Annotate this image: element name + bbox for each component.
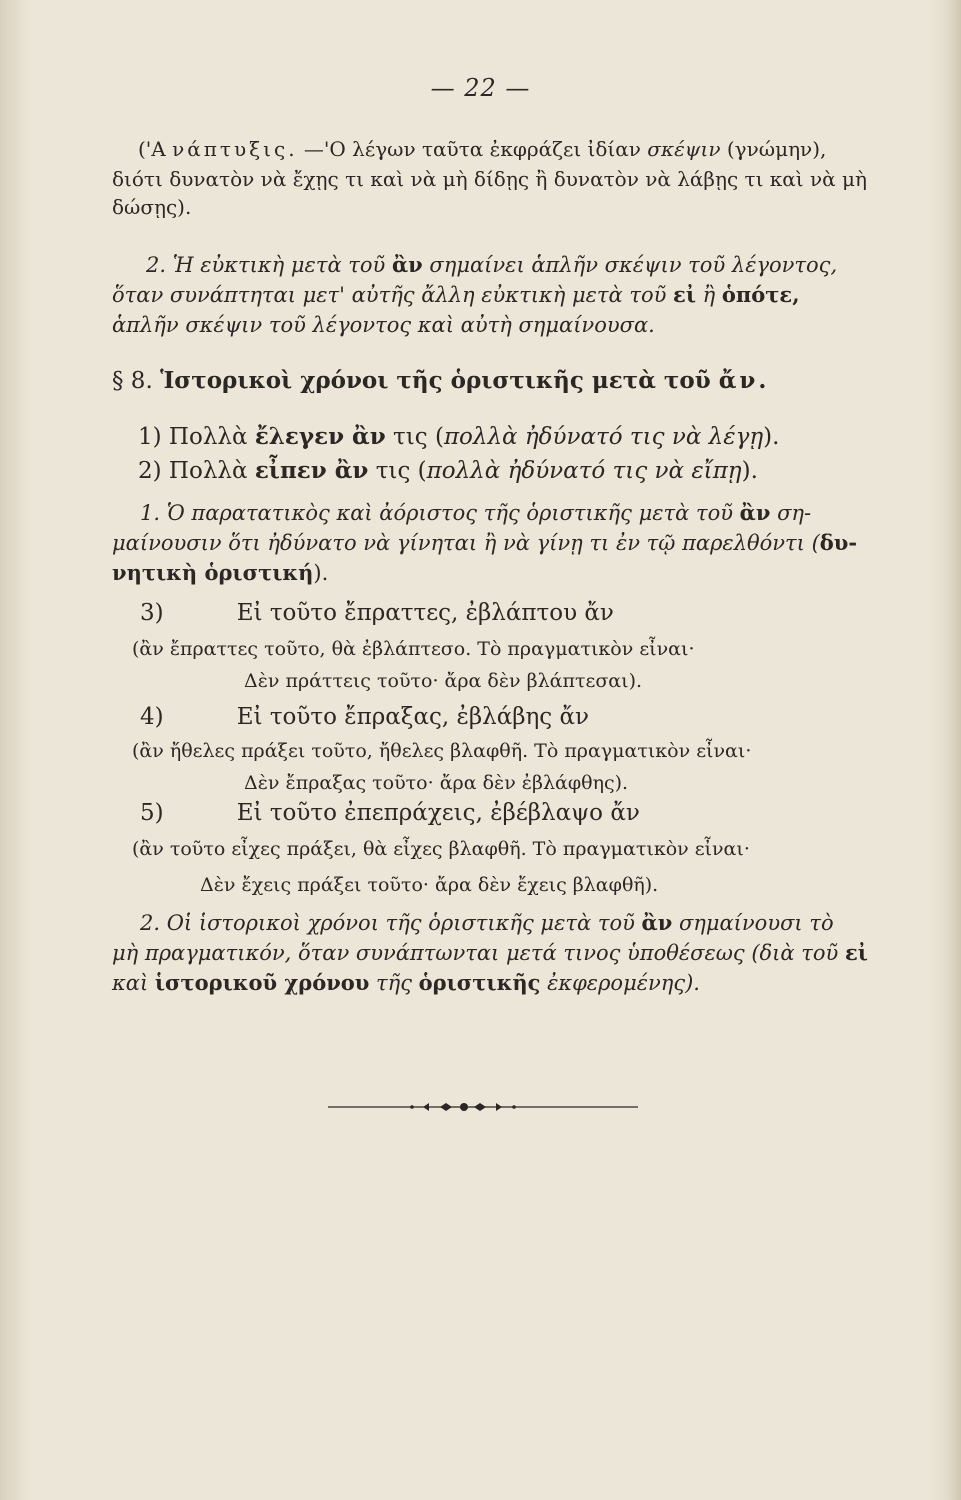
text-line: δώσῃς). [112, 195, 192, 219]
text-line: ἁπλῆν σκέψιν τοῦ λέγοντος καὶ αὐτὴ σημαίνουσα. [112, 313, 655, 337]
text-line: 2. Οἱ ἱστορικοὶ χρόνοι τῆς ὁριστικῆς μετὰ τοῦ ἂν σημαίνουσι τὸ [140, 910, 834, 935]
example-note: Δὲν ἔχεις πράξει τοῦτο· ἄρα δὲν ἔχεις βλαφθῆ). [200, 874, 659, 896]
text-line: 1. Ὁ παρατατικὸς καὶ ἀόριστος τῆς ὁριστικῆς μετὰ τοῦ ἂν ση- [140, 500, 812, 525]
example-line: 1) Πολλὰ ἔλεγεν ἂν τις (πολλὰ ἠδύνατό τις νὰ λέγῃ). [138, 423, 780, 450]
text-line: ὅταν συνάπτηται μετ' αὐτῆς ἄλλη εὐκτικὴ μετὰ τοῦ εἰ ἢ ὁπότε, [112, 282, 800, 307]
example-line: 2) Πολλὰ εἶπεν ἂν τις (πολλὰ ἠδύνατό τις νὰ εἴπῃ). [138, 457, 758, 484]
example-line: 5) Εἰ τοῦτο ἐπεπράχεις, ἐβέβλαψο ἄν [140, 800, 640, 826]
example-note: Δὲν ἔπραξας τοῦτο· ἄρα δὲν ἐβλάφθης). [244, 772, 629, 794]
text-line: μαίνουσιν ὅτι ἠδύνατο νὰ γίνηται ἢ νὰ γίνῃ τι ἐν τῷ παρελθόντι (δυ- [112, 530, 858, 555]
example-line: 4) Εἰ τοῦτο ἔπραξας, ἐβλάβης ἄν [140, 704, 590, 730]
example-note: Δὲν πράττεις τοῦτο· ἄρα δὲν βλάπτεσαι). [244, 670, 643, 692]
text-line: καὶ ἱστορικοῦ χρόνου τῆς ὁριστικῆς ἐκφερομένης). [112, 970, 700, 995]
text-line: διότι δυνατὸν νὰ ἔχῃς τι καὶ νὰ μὴ δίδῃς ἢ δυνατὸν νὰ λάβῃς τι καὶ νὰ μὴ [112, 167, 867, 191]
text-line: νητικὴ ὁριστική). [112, 560, 329, 585]
ornamental-divider [328, 1102, 638, 1112]
page-edge [947, 0, 961, 1500]
text-line: 2. Ἡ εὐκτικὴ μετὰ τοῦ ἂν σημαίνει ἁπλῆν σκέψιν τοῦ λέγοντος, [146, 252, 838, 277]
text-line: μὴ πραγματικόν, ὅταν συνάπτωνται μετά τινος ὑποθέσεως (διὰ τοῦ εἰ [112, 940, 868, 965]
example-note: (ἂν ἤθελες πράξει τοῦτο, ἤθελες βλαφθῆ. Τὸ πραγματικὸν εἶναι· [132, 740, 752, 762]
example-line: 3) Εἰ τοῦτο ἔπραττες, ἐβλάπτου ἄν [140, 600, 614, 626]
text-line: ('Α νάπτυξις. —'Ο λέγων ταῦτα ἐκφράζει ἰδίαν σκέψιν (γνώμην), [138, 137, 827, 161]
example-note: (ἂν τοῦτο εἶχες πράξει, θὰ εἶχες βλαφθῆ. Τὸ πραγματικὸν εἶναι· [132, 838, 750, 860]
section-heading: § 8. Ἱστορικοὶ χρόνοι τῆς ὁριστικῆς μετὰ τοῦ ἄν. [112, 367, 770, 394]
example-note: (ἂν ἔπραττες τοῦτο, θὰ ἐβλάπτεσο. Τὸ πραγματικὸν εἶναι· [132, 638, 695, 660]
page-number: — 22 — [430, 74, 531, 102]
